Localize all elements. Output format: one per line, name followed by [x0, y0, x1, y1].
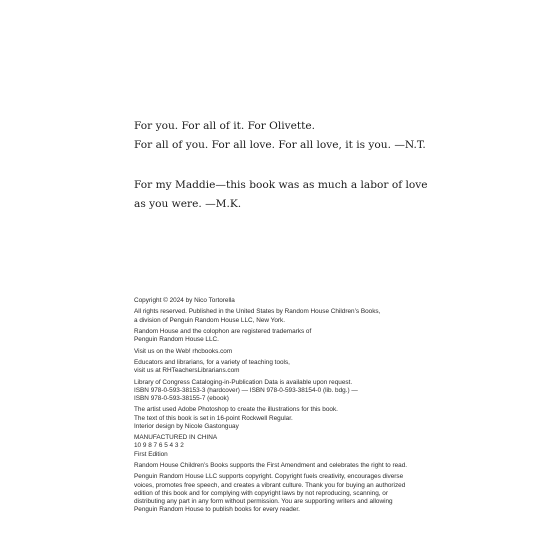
- copyright-support-text: voices, promotes free speech, and creates a vibrant culture. Thank you for buying an authorized: [134, 481, 406, 489]
- website-block: [134, 348, 434, 356]
- dedication-spacer: [134, 155, 454, 176]
- educators-text: Educators and librarians, for a variety of teaching tools,: [134, 358, 290, 366]
- trademark-text: Penguin Random House LLC.: [134, 336, 219, 344]
- copyright-support-block: [134, 473, 434, 514]
- copyright-support-text: edition of this book and for complying with copyright laws by not reproducing, scanning, or: [134, 489, 388, 497]
- copyright-notice: [134, 297, 434, 518]
- production-notes-text: Interior design by Nicole Gastonguay: [134, 422, 239, 430]
- trademark-text: Random House and the colophon are registered trademarks of: [134, 327, 312, 335]
- isbn-text: ISBN 978-0-593-38155-7 (ebook): [134, 394, 229, 402]
- copyright-support-text: distributing any part in any form without permission. You are supporting writers and allowing: [134, 497, 393, 505]
- dedication: [134, 117, 454, 214]
- production-notes-text: The text of this book is set in 16-point Rockwell Regular.: [134, 414, 293, 422]
- printing-text: 10 9 8 7 6 5 4 3 2: [134, 442, 184, 450]
- printing-text: MANUFACTURED IN CHINA: [134, 434, 218, 442]
- dedication-line: For my Maddie—this book was as much a labor of love: [134, 179, 428, 191]
- trademark-block: [134, 328, 434, 344]
- copyright-support-text: Penguin Random House to publish books for every reader.: [134, 506, 300, 514]
- educators-block: [134, 359, 434, 375]
- printing-block: [134, 434, 434, 459]
- isbn-text: ISBN 978-0-593-38153-3 (hardcover) — ISBN 978-0-593-38154-0 (lib. bdg.) —: [134, 386, 358, 394]
- website-text: Visit us on the Web! rhcbooks.com: [134, 347, 233, 355]
- dedication-line: For you. For all of it. For Olivette.: [134, 120, 316, 132]
- rights-text: a division of Penguin Random House LLC, New York.: [134, 316, 285, 324]
- production-notes-text: The artist used Adobe Photoshop to create the illustrations for this book.: [134, 406, 338, 414]
- first-amendment-text: Random House Children’s Books supports the First Amendment and celebrates the right to read.: [134, 461, 408, 469]
- copyright-support-text: Penguin Random House LLC supports copyright. Copyright fuels creativity, encourages diverse: [134, 473, 404, 481]
- rights-text: All rights reserved. Published in the United States by Random House Children’s Books,: [134, 308, 381, 316]
- dedication-line: For all of you. For all love. For all love, it is you. —N.T.: [134, 139, 426, 151]
- copyright-line-block: [134, 297, 434, 305]
- first-amendment-block: [134, 462, 434, 470]
- dedication-line: as you were. —M.K.: [134, 198, 242, 210]
- cataloging-text: Library of Congress Cataloging-in-Publication Data is available upon request.: [134, 378, 353, 386]
- printing-text: First Edition: [134, 450, 168, 458]
- copyright-text: Copyright © 2024 by Nico Tortorella: [134, 297, 235, 304]
- cataloging-block: [134, 379, 434, 404]
- rights-block: [134, 308, 434, 324]
- educators-text: visit us at RHTeachersLibrarians.com: [134, 367, 240, 375]
- production-notes-block: [134, 406, 434, 431]
